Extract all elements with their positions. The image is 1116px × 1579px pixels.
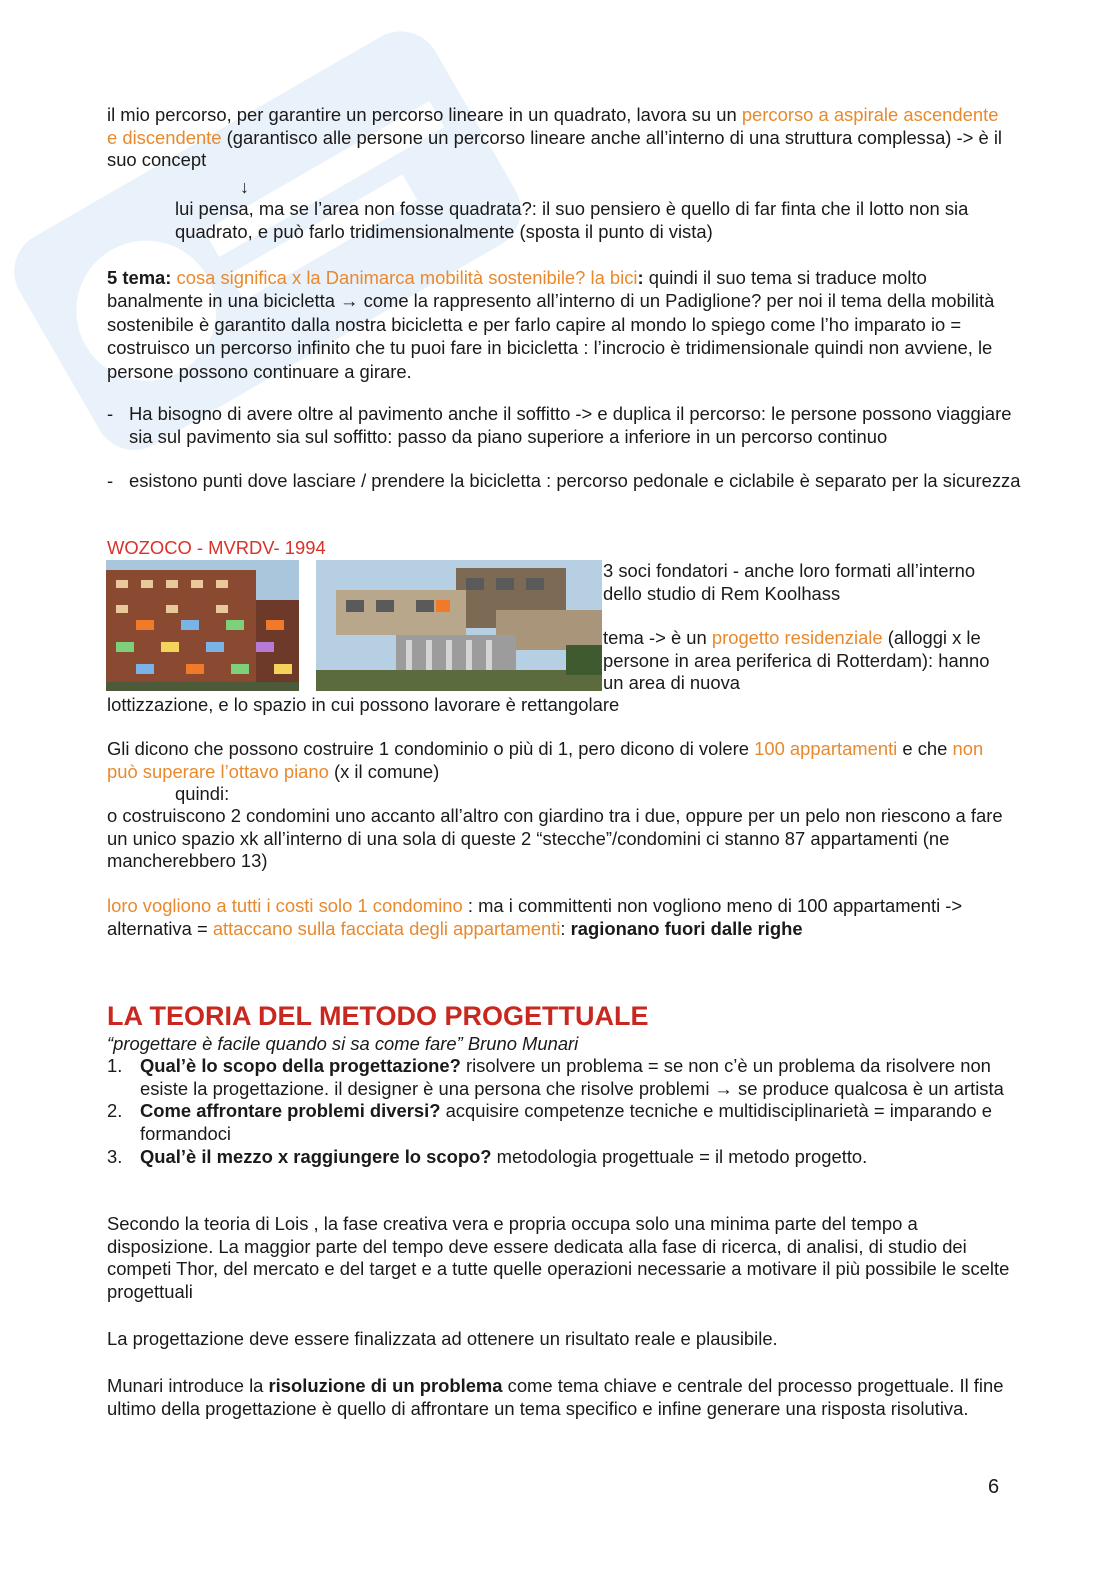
bullet-item: - Ha bisogno di avere oltre al pavimento anche il soffitto -> e duplica il percorso: le persone possono viaggiare sia sul pavimento sia sul soffitto: passo da piano superiore a inferiore in un percorso continuo bbox=[107, 403, 1012, 447]
paragraph-tema-residenziale: tema -> è un progetto residenziale (alloggi x le persone in area periferica di Rotterdam): hanno un area di nuova bbox=[603, 627, 990, 694]
wozoco-photo-cantilever bbox=[316, 560, 602, 691]
wozoco-photo-facade bbox=[106, 560, 299, 691]
paragraph-quindi: quindi: bbox=[175, 783, 230, 804]
list-item: 3. Qual’è il mezzo x raggiungere lo scopo? metodologia progettuale = il metodo progetto. bbox=[107, 1146, 868, 1168]
paragraph-plausible-result: La progettazione deve essere finalizzata ad ottenere un risultato reale e plausibile. bbox=[107, 1328, 778, 1349]
paragraph-tema-5: 5 tema: cosa significa x la Danimarca mobilità sostenibile? la bici: quindi il suo tema si traduce molto banalmente in una bicicletta → come la rappresento all’interno di un Padiglione? per noi il tema della mobilità sostenibile è garantito dalla nostra bicicletta e per farlo capire al mondo lo spiego come l’ho imparato io = costruisco un percorso infinito che tu puoi fare in bicicletta : l’incrocio è tridimensionale quindi non avviene, le persone possono continuare a girare. bbox=[107, 267, 995, 382]
page-number: 6 bbox=[988, 1476, 1000, 1498]
paragraph-lottizzazione: lottizzazione, e lo spazio in cui possono lavorare è rettangolare bbox=[107, 694, 620, 715]
paragraph-lois-theory: Secondo la teoria di Lois , la fase creativa vera e propria occupa solo una minima parte del tempo a disposizione. La maggior parte del tempo deve essere dedicata alla fase di ricerca, di analisi, di studio dei competi Thor, del mercato e del target e a tutte quelle operazioni necessarie a motivare il più possibile le scelte progettuali bbox=[107, 1213, 1010, 1302]
paragraph-founders: 3 soci fondatori - anche loro formati all’interno dello studio di Rem Koolhass bbox=[603, 560, 976, 604]
paragraph-concept: il mio percorso, per garantire un percorso lineare in un quadrato, lavora su un percorso a aspirale ascendente e discendente (garantisco alle persone un percorso lineare anche all’interno di una struttura complessa) -> è il suo concept bbox=[107, 104, 1003, 171]
paragraph-solution: loro vogliono a tutti i costi solo 1 condomino : ma i committenti non vogliono meno di 100 appartamenti -> alternativa = attaccano sulla facciata degli appartamenti: ragionano fuori dalle righe bbox=[107, 895, 963, 939]
numbered-list bbox=[107, 1055, 1012, 1169]
list-item: 2. Come affrontare problemi diversi? acquisire competenze tecniche e multidisciplinarietà = imparando e formandoci bbox=[107, 1100, 992, 1144]
section-title-wozoco: WOZOCO - MVRDV- 1994 bbox=[107, 537, 326, 558]
paragraph-munari-problem: Munari introduce la risoluzione di un problema come tema chiave e centrale del processo progettuale. Il fine ultimo della progettazione è quello di affrontare un tema specifico e infine generare una risposta risolutiva. bbox=[107, 1375, 1004, 1419]
paragraph-indented-thought: lui pensa, ma se l’area non fosse quadrata?: il suo pensiero è quello di far finta che il lotto non sia quadrato, e può farlo tridimensionalmente (sposta il punto di vista) bbox=[175, 198, 969, 242]
bullet-item: - esistono punti dove lasciare / prendere la bicicletta : percorso pedonale e ciclabile è separato per la sicurezza bbox=[107, 470, 1021, 491]
paragraph-requirements: Gli dicono che possono costruire 1 condominio o più di 1, pero dicono di volere 100 appartamenti e che non può superare l’ottavo piano (x il comune) bbox=[107, 738, 984, 782]
munari-quote: “progettare è facile quando si sa come fare” Bruno Munari bbox=[107, 1033, 579, 1054]
down-arrow-icon: ↓ bbox=[240, 177, 249, 197]
bullet-dash: - bbox=[107, 403, 114, 424]
bullet-dash: - bbox=[107, 470, 114, 491]
paragraph-options: o costruiscono 2 condomini uno accanto all’altro con giardino tra i due, oppure per un pelo non riescono a fare un unico spazio xk all’interno di una sola di queste 2 “stecche”/condomini ci stanno 87 appartamenti (ne mancherebbero 13) bbox=[107, 805, 1003, 872]
section-heading: LA TEORIA DEL METODO PROGETTUALE bbox=[107, 1001, 649, 1031]
list-item: 1. Qual’è lo scopo della progettazione? risolvere un problema = se non c’è un problema da risolvere non esiste la progettazione. il designer è una persona che risolve problemi → se produce qualcosa è un artista bbox=[107, 1055, 1004, 1099]
